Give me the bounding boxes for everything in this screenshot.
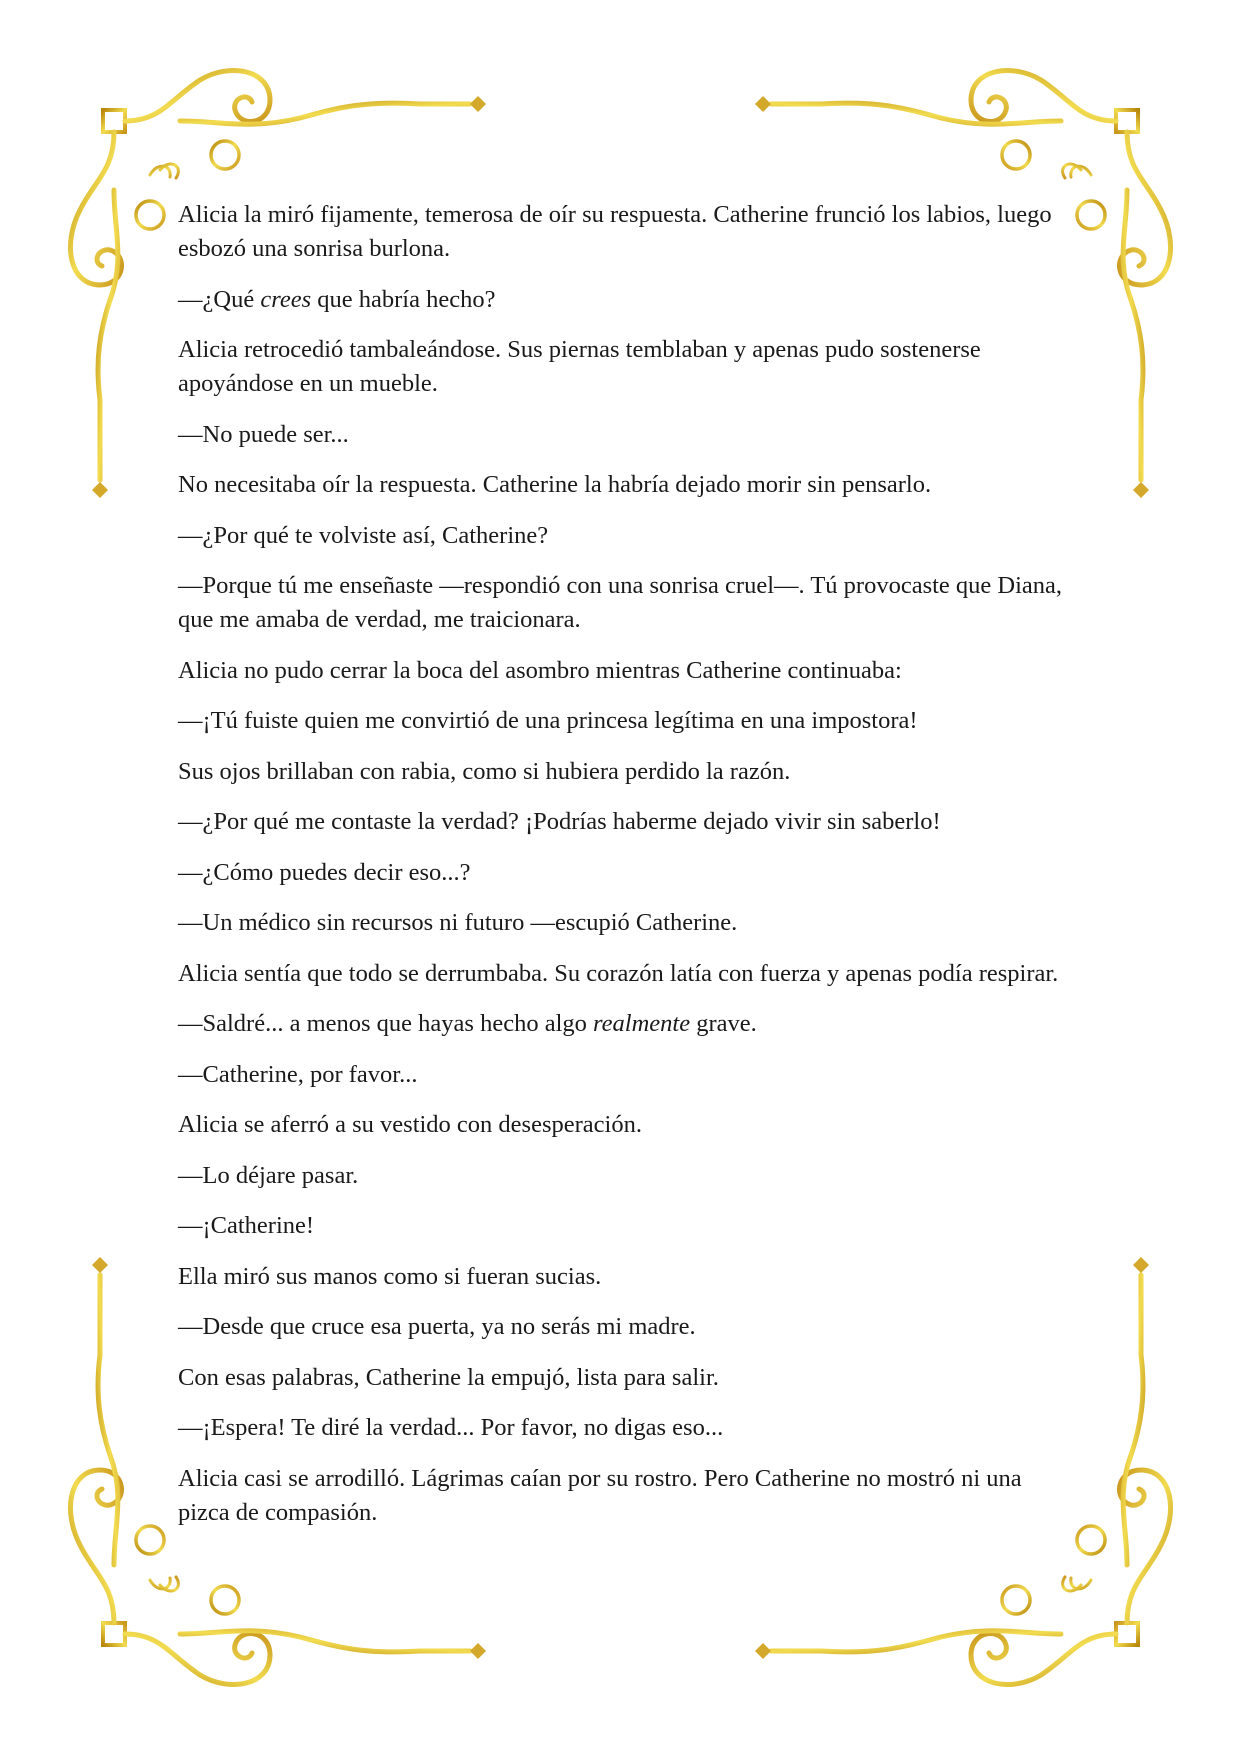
emphasized-text: realmente bbox=[593, 1010, 691, 1037]
text-run: grave. bbox=[690, 1010, 757, 1037]
paragraph bbox=[178, 654, 1078, 688]
paragraph bbox=[178, 704, 1078, 738]
text-run: que habría hecho? bbox=[311, 285, 496, 313]
text-run: —Un médico sin recursos ni futuro —escupió Catherine. bbox=[178, 909, 738, 936]
text-run: —Desde que cruce esa puerta, ya no serás mi madre. bbox=[178, 1313, 696, 1340]
text-run: Ella miró sus manos como si fueran sucias. bbox=[178, 1262, 602, 1290]
emphasized-text: crees bbox=[260, 285, 312, 313]
paragraph bbox=[178, 1159, 1078, 1193]
text-run: —Lo déjare pasar. bbox=[178, 1161, 359, 1189]
paragraph bbox=[178, 418, 1078, 452]
text-run: —¡Tú fuiste quien me convirtió de una princesa legítima en una impostora! bbox=[178, 707, 918, 734]
paragraph bbox=[178, 569, 1078, 637]
paragraph bbox=[178, 957, 1078, 991]
paragraph bbox=[178, 198, 1078, 266]
text-run: —¡Catherine! bbox=[178, 1212, 315, 1239]
paragraph bbox=[178, 1209, 1078, 1243]
paragraph bbox=[178, 1058, 1078, 1092]
paragraph bbox=[178, 1310, 1078, 1344]
text-run: —Porque tú me enseñaste —respondió con una sonrisa cruel—. Tú provocaste que Diana, que me amaba de verdad, me traicionara. bbox=[178, 572, 1063, 633]
paragraph bbox=[178, 1361, 1078, 1395]
text-run: —No puede ser... bbox=[178, 420, 349, 448]
text-run: Alicia sentía que todo se derrumbaba. Su corazón latía con fuerza y apenas podía respirar. bbox=[178, 959, 1059, 987]
story-text bbox=[178, 198, 1078, 1546]
paragraph bbox=[178, 333, 1078, 401]
text-run: —¿Cómo puedes decir eso...? bbox=[178, 858, 471, 886]
paragraph bbox=[178, 755, 1078, 789]
text-run: Alicia casi se arrodilló. Lágrimas caían por su rostro. Pero Catherine no mostró ni una pizca de compasión. bbox=[178, 1464, 1022, 1526]
text-run: No necesitaba oír la respuesta. Catherine la habría dejado morir sin pensarlo. bbox=[178, 471, 932, 498]
text-run: —¿Qué bbox=[178, 285, 261, 313]
paragraph bbox=[178, 856, 1078, 890]
text-run: Alicia no pudo cerrar la boca del asombro mientras Catherine continuaba: bbox=[178, 656, 902, 684]
text-run: —Saldré... a menos que hayas hecho algo bbox=[178, 1010, 594, 1037]
text-run: —¿Por qué me contaste la verdad? ¡Podrías haberme dejado vivir sin saberlo! bbox=[178, 808, 941, 835]
text-run: Alicia la miró fijamente, temerosa de oír su respuesta. Catherine frunció los labios, luego esbozó una sonrisa burlona. bbox=[178, 201, 1052, 262]
text-run: —¿Por qué te volviste así, Catherine? bbox=[178, 521, 549, 549]
text-run: —¡Espera! Te diré la verdad... Por favor, no digas eso... bbox=[178, 1414, 724, 1441]
paragraph bbox=[178, 283, 1078, 317]
paragraph bbox=[178, 1007, 1078, 1041]
paragraph bbox=[178, 1462, 1078, 1530]
text-run: —Catherine, por favor... bbox=[178, 1060, 418, 1088]
paragraph bbox=[178, 468, 1078, 502]
paragraph bbox=[178, 805, 1078, 839]
paragraph bbox=[178, 519, 1078, 553]
text-run: Alicia se aferró a su vestido con desesperación. bbox=[178, 1111, 642, 1138]
text-run: Alicia retrocedió tambaleándose. Sus piernas temblaban y apenas pudo sostenerse apoyándose en un mueble. bbox=[178, 336, 981, 397]
paragraph bbox=[178, 1108, 1078, 1142]
paragraph bbox=[178, 1411, 1078, 1445]
text-run: Sus ojos brillaban con rabia, como si hubiera perdido la razón. bbox=[178, 757, 791, 785]
paragraph bbox=[178, 906, 1078, 940]
text-run: Con esas palabras, Catherine la empujó, lista para salir. bbox=[178, 1363, 719, 1391]
paragraph bbox=[178, 1260, 1078, 1294]
